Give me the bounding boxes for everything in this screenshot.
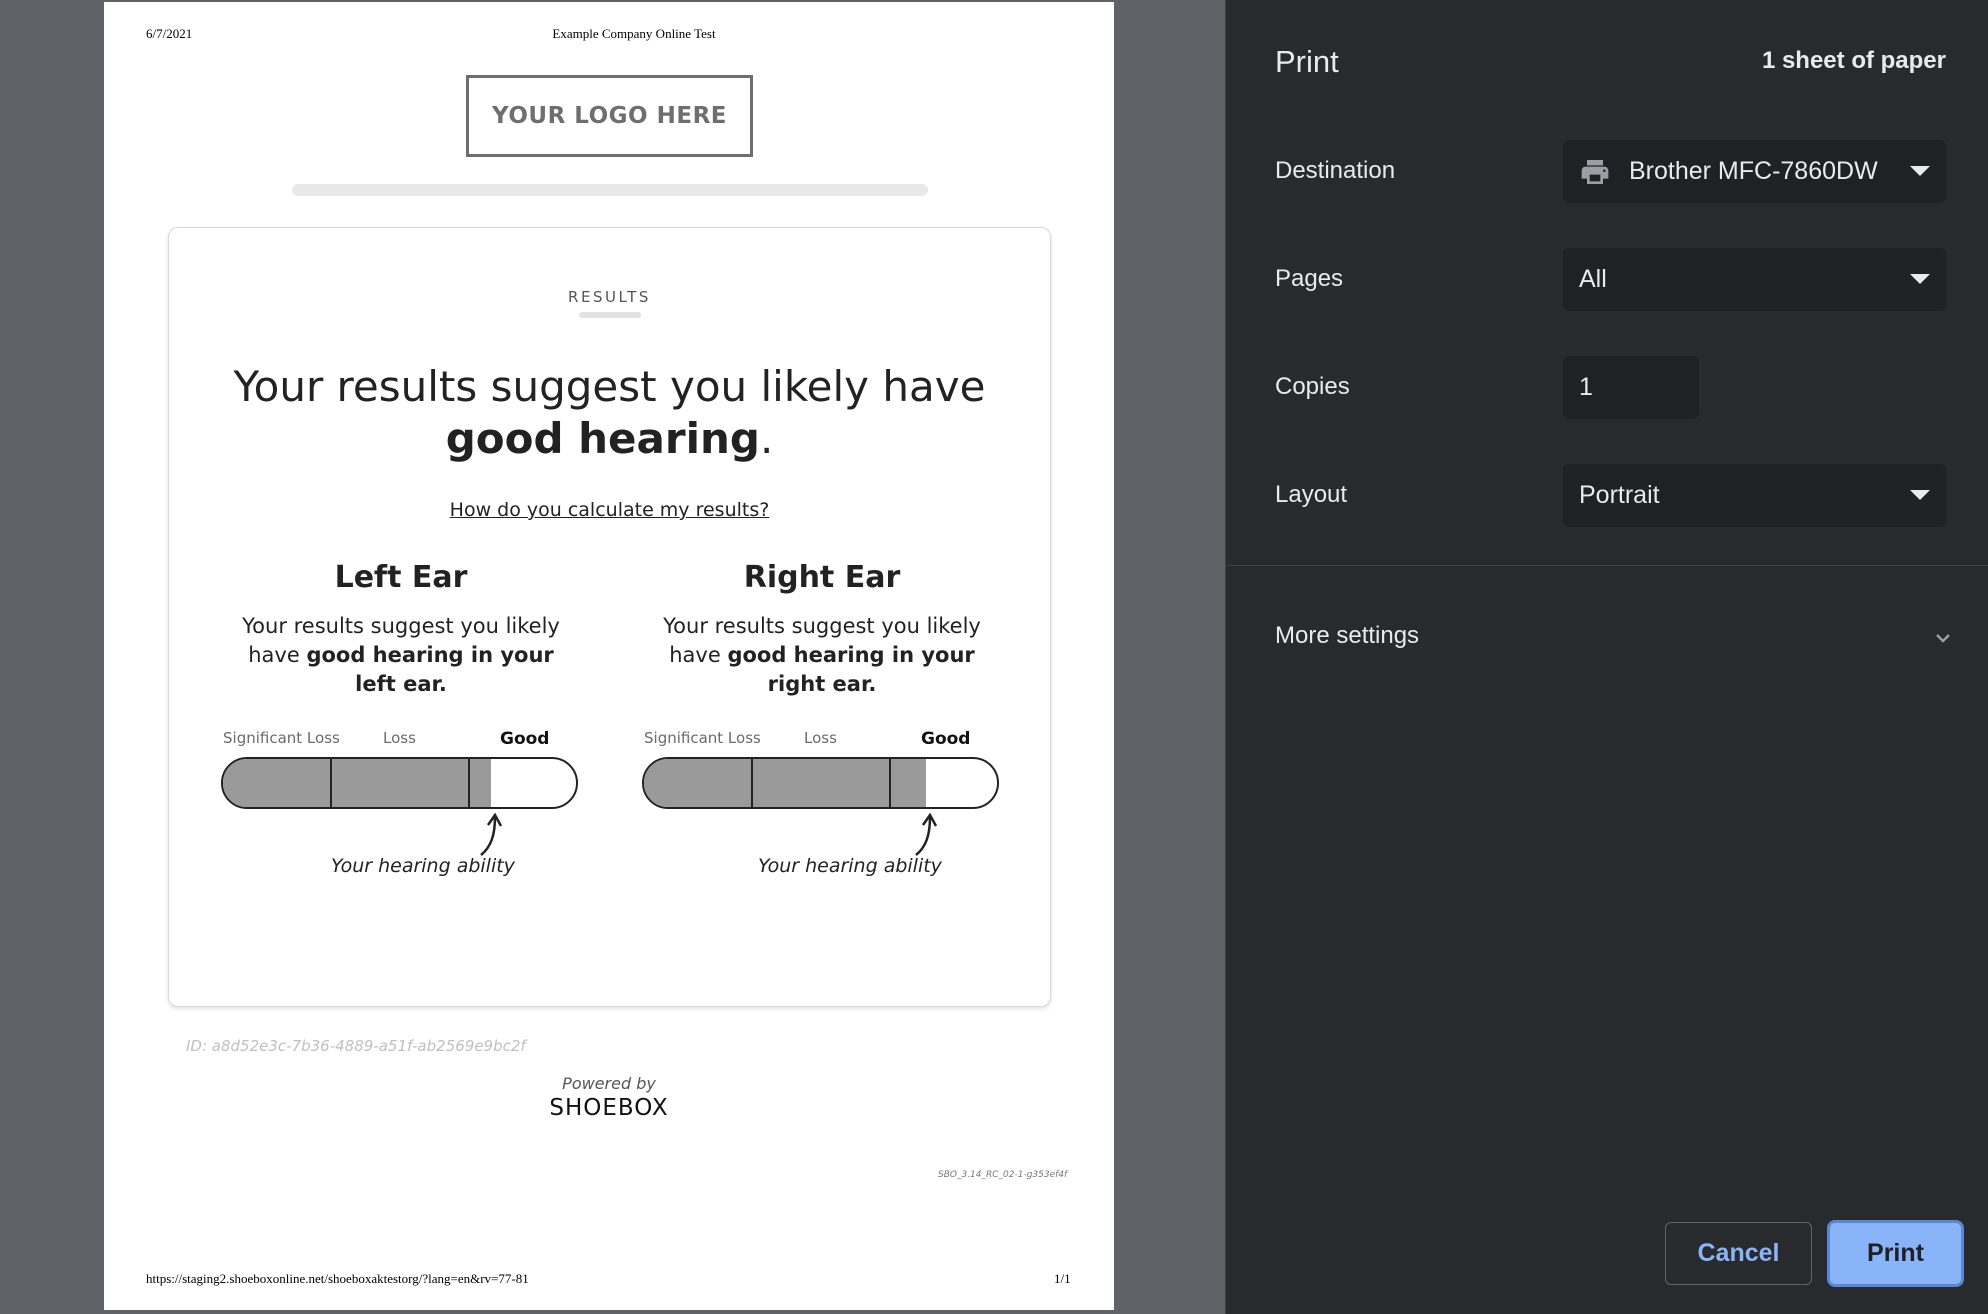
result-id: ID: a8d52e3c-7b36-4889-a51f-ab2569e9bc2f	[186, 1037, 526, 1055]
scale-label-significant-loss: Significant Loss	[644, 729, 761, 747]
powered-by-label: Powered by	[562, 1074, 656, 1093]
copies-input[interactable]	[1563, 356, 1699, 419]
cancel-button[interactable]: Cancel	[1665, 1222, 1812, 1285]
right-ear-description	[642, 612, 1002, 699]
left-ear-title: Left Ear	[334, 560, 468, 595]
right-ear-scale-labels	[642, 729, 1002, 749]
pages-select[interactable]	[1563, 248, 1946, 311]
destination-select[interactable]	[1563, 140, 1946, 203]
right-ear-panel	[642, 558, 1002, 877]
right-ear-ability-label: Your hearing ability	[758, 855, 942, 877]
dropdown-caret-icon	[1910, 490, 1930, 500]
print-dialog	[1225, 0, 1988, 1314]
sheet-count: 1 sheet of paper	[1761, 47, 1946, 74]
printer-icon	[1579, 156, 1611, 188]
dropdown-caret-icon	[1910, 274, 1930, 284]
footer-url: https://staging2.shoeboxonline.net/shoeboxaktestorg/?lang=en&rv=77-81	[146, 1271, 529, 1286]
preview-page	[104, 2, 1114, 1310]
scale-divider	[468, 759, 470, 807]
more-settings-toggle[interactable]	[1275, 622, 1955, 662]
print-button[interactable]: Print	[1827, 1220, 1964, 1287]
layout-label: Layout	[1275, 481, 1348, 508]
scale-divider	[330, 759, 332, 807]
headline-line: Your results suggest you likely have	[233, 362, 986, 411]
hearing-level-fill	[644, 759, 926, 807]
more-settings-label: More settings	[1275, 622, 1420, 649]
chevron-down-icon	[1931, 626, 1955, 650]
logo-placeholder	[466, 75, 753, 157]
destination-value: Brother MFC-7860DW	[1629, 157, 1878, 185]
headline-emphasis	[169, 413, 1050, 465]
footer-page-number: 1/1	[1054, 1271, 1071, 1286]
hearing-arrow	[221, 809, 581, 859]
hearing-arrow	[642, 809, 1002, 859]
section-divider	[1226, 565, 1988, 566]
scale-label-loss: Loss	[804, 729, 837, 747]
left-ear-desc-text: Your results suggest you likely have	[242, 614, 560, 667]
calculate-results-link[interactable]: How do you calculate my results?	[449, 499, 770, 521]
arrow-up-icon	[908, 811, 948, 859]
headline-bold: good hearing	[445, 414, 760, 463]
scale-label-loss: Loss	[383, 729, 416, 747]
scale-label-good: Good	[500, 729, 550, 749]
version-string: SBO_3.14_RC_02-1-g353ef4f	[938, 1170, 1068, 1180]
header-title: Example Company Online Test	[552, 26, 716, 41]
left-ear-hearing-bar	[221, 757, 578, 809]
pages-value: All	[1579, 265, 1607, 293]
destination-label: Destination	[1275, 157, 1396, 184]
left-ear-panel	[221, 558, 581, 877]
left-ear-scale-labels	[221, 729, 581, 749]
right-ear-desc-bold: good hearing in your right ear.	[727, 643, 975, 696]
right-ear-desc-text: Your results suggest you likely have	[663, 614, 981, 667]
progress-bar	[292, 184, 928, 196]
results-label: RESULTS	[568, 288, 651, 306]
dropdown-caret-icon	[1910, 166, 1930, 176]
results-underline	[579, 312, 641, 318]
logo-text: YOUR LOGO HERE	[492, 103, 727, 129]
scale-label-significant-loss: Significant Loss	[223, 729, 340, 747]
left-ear-ability-label: Your hearing ability	[331, 855, 515, 877]
copies-label: Copies	[1275, 373, 1350, 400]
hearing-level-fill	[223, 759, 491, 807]
results-headline	[169, 361, 1050, 465]
dialog-title: Print	[1275, 44, 1339, 79]
scale-divider	[889, 759, 891, 807]
left-ear-description	[221, 612, 581, 699]
pages-label: Pages	[1275, 265, 1344, 292]
shoebox-logo: SHOEBOX	[549, 1095, 669, 1121]
header-date: 6/7/2021	[146, 26, 193, 41]
layout-select[interactable]	[1563, 464, 1946, 527]
scale-divider	[751, 759, 753, 807]
layout-value: Portrait	[1579, 481, 1660, 509]
right-ear-title: Right Ear	[743, 560, 901, 595]
left-ear-desc-bold: good hearing in your left ear.	[306, 643, 554, 696]
headline-suffix: .	[759, 414, 774, 463]
scale-label-good: Good	[921, 729, 971, 749]
results-card	[168, 227, 1051, 1007]
right-ear-hearing-bar	[642, 757, 999, 809]
arrow-up-icon	[473, 811, 513, 859]
